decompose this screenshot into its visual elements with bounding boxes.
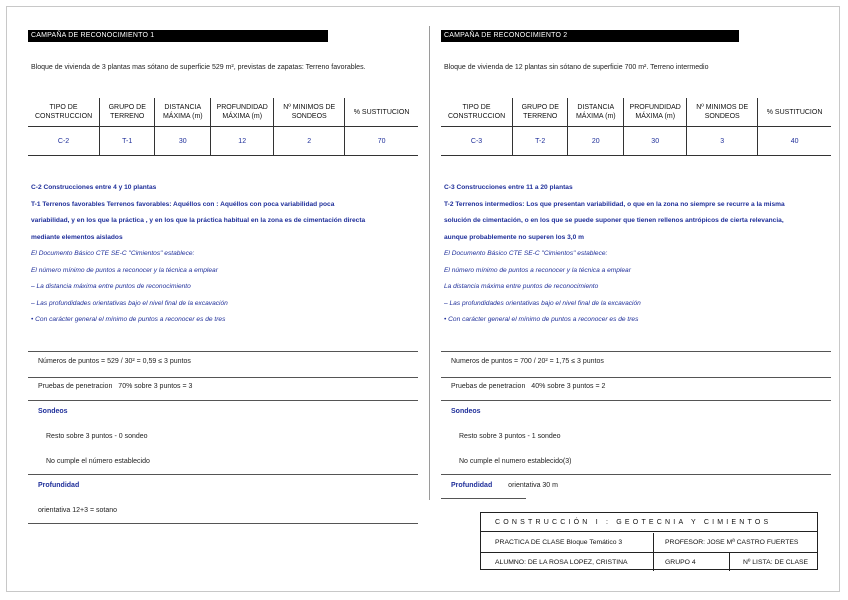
note-line: El Documento Básico CTE SE-C "Cimientos" establece: [31, 250, 195, 257]
alumno-label: ALUMNO: DE LA ROSA LOPEZ, CRISTINA [495, 559, 628, 566]
section-rule [441, 498, 526, 499]
col-header-sondeos: Nº MINIMOS DE SONDEOS [687, 98, 758, 127]
note-line: mediante elementos aislados [31, 233, 123, 241]
sondeos-row [451, 408, 481, 415]
sondeos-detail-1: Resto sobre 3 puntos - 0 sondeo [46, 433, 148, 440]
table-header-row [441, 98, 831, 127]
col-header-sondeos: Nº MINIMOS DE SONDEOS [274, 98, 345, 127]
campaign-2-intro: Bloque de vivienda de 12 plantas sin sótano de superficie 700 m². Terreno intermedio [444, 64, 709, 71]
col-header-distancia: DISTANCIA MÁXIMA (m) [155, 98, 211, 127]
section-rule [441, 474, 831, 475]
col-header-grupo: GRUPO DE TERRENO [513, 98, 568, 127]
note-line: El número mínimo de puntos a reconocer y la técnica a emplear [31, 266, 218, 274]
cell-tipo: C-3 [441, 127, 513, 156]
campaign-1-header: CAMPAÑA DE RECONOCIMIENTO 1 [28, 30, 328, 42]
campaign-1-notes [31, 180, 426, 329]
profesor-label: PROFESOR: JOSE Mª CASTRO FUERTES [665, 539, 799, 546]
puntos-text: Números de puntos = 529 / 30² = 0,59 ≤ 3 puntos [38, 358, 191, 365]
cell-divider [653, 533, 654, 552]
cell-sustitucion: 40 [758, 127, 831, 156]
col-header-sustitucion: % SUSTITUCION [345, 98, 418, 127]
section-rule [28, 400, 418, 401]
sondeos-detail-2: No cumple el número establecido [46, 458, 150, 465]
section-rule [28, 351, 418, 352]
sondeos-detail-2: No cumple el numero establecido(3) [459, 458, 572, 465]
col-header-grupo: GRUPO DE TERRENO [100, 98, 155, 127]
col-header-profundidad: PROFUNDIDAD MÁXIMA (m) [624, 98, 687, 127]
section-rule [441, 400, 831, 401]
profundidad-label: Profundidad [451, 482, 493, 489]
note-line: – Las profundidades orientativas bajo el nivel final de la excavación [444, 299, 641, 307]
note-line: T-2 Terrenos intermedios: Los que presentan variabilidad, o que en la zona no siempre se recurre a la misma [444, 200, 785, 208]
note-line: variabilidad, y en los que la práctica , y en los que la práctica habitual en la zona es de cimentación directa [31, 217, 366, 224]
profundidad-label: Profundidad [38, 482, 80, 489]
cell-grupo: T-2 [513, 127, 568, 156]
cell-divider [729, 553, 730, 571]
note-line: • Con carácter general el mínimo de puntos a reconocer es de tres [31, 316, 226, 323]
cell-profundidad: 30 [624, 127, 687, 156]
pruebas-value: 70% sobre 3 puntos = 3 [118, 383, 193, 390]
sondeos-label: Sondeos [38, 408, 68, 415]
col-header-tipo: TIPO DE CONSTRUCCION [441, 98, 513, 127]
title-block-row-alumno [481, 553, 817, 571]
puntos-text: Numeros de puntos = 700 / 20² = 1,75 ≤ 3 puntos [451, 358, 604, 365]
profundidad-value: orientativa 30 m [508, 482, 558, 489]
course-title: CONSTRUCCIÓN I : GEOTECNIA Y CIMIENTOS [481, 513, 817, 532]
note-line: C-3 Construcciones entre 11 a 20 plantas [444, 184, 573, 191]
practica-label: PRACTICA DE CLASE Bloque Temático 3 [495, 539, 623, 546]
pruebas-row [451, 383, 605, 390]
pruebas-value: 40% sobre 3 puntos = 2 [531, 383, 606, 390]
col-header-tipo: TIPO DE CONSTRUCCION [28, 98, 100, 127]
numero-label: Nº LISTA: DE CLASE [743, 559, 809, 566]
sondeos-label: Sondeos [451, 408, 481, 415]
cell-profundidad: 12 [211, 127, 274, 156]
title-block [480, 512, 818, 570]
section-rule [28, 474, 418, 475]
pruebas-label: Pruebas de penetracion [38, 383, 113, 390]
table-row [28, 127, 418, 156]
note-line: El Documento Básico CTE SE-C "Cimientos" establece: [444, 250, 608, 257]
col-header-profundidad: PROFUNDIDAD MÁXIMA (m) [211, 98, 274, 127]
cell-distancia: 20 [568, 127, 624, 156]
puntos-row [38, 358, 191, 365]
section-rule [28, 377, 418, 378]
section-rule [441, 351, 831, 352]
campaign-2-header: CAMPAÑA DE RECONOCIMIENTO 2 [441, 30, 739, 42]
profundidad-row [38, 482, 79, 489]
note-line: solución de cimentación, o en los que se puede suponer que tienen rellenos antrópicos de cierta relevancia, [444, 217, 784, 224]
note-line: C-2 Construcciones entre 4 y 10 plantas [31, 184, 157, 191]
section-rule [28, 523, 418, 524]
cell-divider [653, 553, 654, 571]
note-line: La distancia máxima entre puntos de reconocimiento [444, 283, 599, 290]
note-line: – La distancia máxima entre puntos de reconocimiento [31, 283, 191, 290]
note-line: – Las profundidades orientativas bajo el nivel final de la excavación [31, 299, 228, 307]
grupo-label: GRUPO 4 [665, 559, 696, 566]
column-divider [429, 26, 430, 500]
section-rule [441, 377, 831, 378]
title-block-row-practica [481, 533, 817, 553]
sondeos-row [38, 408, 68, 415]
cell-grupo: T-1 [100, 127, 155, 156]
campaign-2-column [441, 0, 841, 600]
note-line: • Con carácter general el mínimo de puntos a reconocer es de tres [444, 316, 639, 323]
col-header-sustitucion: % SUSTITUCION [758, 98, 831, 127]
pruebas-label: Pruebas de penetracion [451, 383, 526, 390]
note-line: aunque probablemente no superen los 3,0 m [444, 233, 584, 241]
profundidad-value: orientativa 12+3 = sotano [38, 507, 118, 514]
table-row [441, 127, 831, 156]
puntos-row [451, 358, 604, 365]
campaign-2-parameters-table [441, 98, 831, 156]
cell-tipo: C-2 [28, 127, 100, 156]
note-line: T-1 Terrenos favorables Terrenos favorables: Aquéllos con : Aquéllos con poca variabilidad poca [31, 200, 335, 208]
cell-sustitucion: 70 [345, 127, 418, 156]
col-header-distancia: DISTANCIA MÁXIMA (m) [568, 98, 624, 127]
campaign-1-intro: Bloque de vivienda de 3 plantas mas sótano de superficie 529 m², previstas de zapatas: Terreno favorables. [31, 64, 366, 71]
cell-sondeos: 2 [274, 127, 345, 156]
pruebas-row [38, 383, 192, 390]
cell-distancia: 30 [155, 127, 211, 156]
sondeos-detail-1: Resto sobre 3 puntos - 1 sondeo [459, 433, 561, 440]
campaign-1-parameters-table [28, 98, 418, 156]
campaign-2-notes [444, 180, 839, 329]
campaign-1-column [28, 0, 428, 600]
profundidad-row [451, 482, 558, 489]
table-header-row [28, 98, 418, 127]
note-line: El número mínimo de puntos a reconocer y la técnica a emplear [444, 266, 631, 274]
cell-sondeos: 3 [687, 127, 758, 156]
